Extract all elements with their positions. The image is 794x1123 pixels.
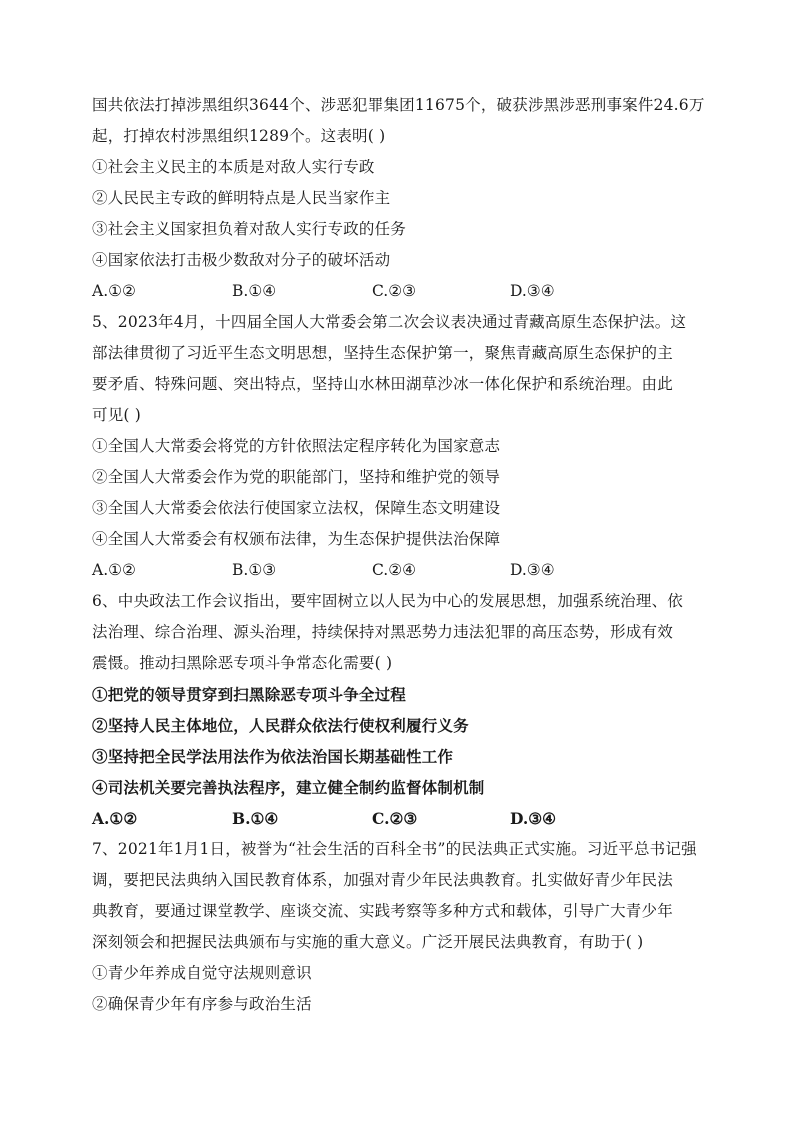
statement-item: ④全国人大常委会有权颁布法律，为生态保护提供法治保障 <box>92 530 501 548</box>
statement-item: ④国家依法打击极少数敌对分子的破坏活动 <box>92 251 391 269</box>
statement-item: ②全国人大常委会作为党的职能部门，坚持和维护党的领导 <box>92 468 501 486</box>
question-stem-line: 部法律贯彻了习近平生态文明思想，坚持生态保护第一，聚焦青藏高原生态保护的主 <box>92 344 673 362</box>
question-7 <box>92 834 712 1020</box>
question-6 <box>92 586 712 834</box>
question-4 <box>92 90 712 307</box>
statement-item: ④司法机关要完善执法程序，建立健全制约监督体制机制 <box>92 778 485 797</box>
statement-item: ①社会主义民主的本质是对敌人实行专政 <box>92 158 375 176</box>
question-stem-line: 国共依法打掉涉黑组织3644个、涉恶犯罪集团11675个，破获涉黑涉恶刑事案件24.6万 <box>92 96 705 114</box>
question-stem-line: 起，打掉农村涉黑组织1289个。这表明( ) <box>92 127 386 145</box>
statement-item: ②坚持人民主体地位，人民群众依法行使权利履行义务 <box>92 716 469 735</box>
option-a: A.①② <box>92 809 138 828</box>
option-c: C.②④ <box>372 561 417 579</box>
answer-options <box>92 555 712 586</box>
document-page <box>92 90 712 1020</box>
option-b: B.①④ <box>232 282 277 300</box>
question-stem-line: 要矛盾、特殊问题、突出特点，坚持山水林田湖草沙冰一体化保护和系统治理。由此 <box>92 375 673 393</box>
question-stem-line: 典教育，要通过课堂教学、座谈交流、实践考察等多种方式和载体，引导广大青少年 <box>92 902 673 920</box>
question-stem-line: 5、2023年4月，十四届全国人大常委会第二次会议表决通过青藏高原生态保护法。这 <box>92 313 687 331</box>
statement-item: ①青少年养成自觉守法规则意识 <box>92 964 312 982</box>
question-stem-line: 深刻领会和把握民法典颁布与实施的重大意义。广泛开展民法典教育，有助于( ) <box>92 933 644 951</box>
question-stem-line: 法治理、综合治理、源头治理，持续保持对黑恶势力违法犯罪的高压态势，形成有效 <box>92 623 673 641</box>
option-d: D.③④ <box>510 282 555 300</box>
statement-item: ③全国人大常委会依法行使国家立法权，保障生态文明建设 <box>92 499 501 517</box>
statement-item: ②确保青少年有序参与政治生活 <box>92 995 312 1013</box>
answer-options <box>92 276 712 307</box>
statement-item: ①把党的领导贯穿到扫黑除恶专项斗争全过程 <box>92 685 407 704</box>
question-stem-line: 可见( ) <box>92 406 142 424</box>
question-5 <box>92 307 712 586</box>
question-stem-line: 震慑。推动扫黑除恶专项斗争常态化需要( ) <box>92 654 393 672</box>
option-b: B.①④ <box>232 809 279 828</box>
question-stem-line: 7、2021年1月1日，被誉为“社会生活的百科全书”的民法典正式实施。习近平总书记强 <box>92 840 697 858</box>
option-c: C.②③ <box>372 282 417 300</box>
statement-item: ③坚持把全民学法用法作为依法治国长期基础性工作 <box>92 747 454 766</box>
statement-item: ②人民民主专政的鲜明特点是人民当家作主 <box>92 189 391 207</box>
question-stem-line: 6、中央政法工作会议指出，要牢固树立以人民为中心的发展思想，加强系统治理、依 <box>92 592 683 610</box>
answer-options <box>92 803 712 834</box>
question-stem-line: 调，要把民法典纳入国民教育体系，加强对青少年民法典教育。扎实做好青少年民法 <box>92 871 673 889</box>
option-d: D.③④ <box>510 809 557 828</box>
option-a: A.①② <box>92 282 136 300</box>
option-a: A.①② <box>92 561 136 579</box>
statement-item: ①全国人大常委会将党的方针依照法定程序转化为国家意志 <box>92 437 501 455</box>
option-d: D.③④ <box>510 561 555 579</box>
statement-item: ③社会主义国家担负着对敌人实行专政的任务 <box>92 220 407 238</box>
option-c: C.②③ <box>372 809 418 828</box>
option-b: B.①③ <box>232 561 277 579</box>
